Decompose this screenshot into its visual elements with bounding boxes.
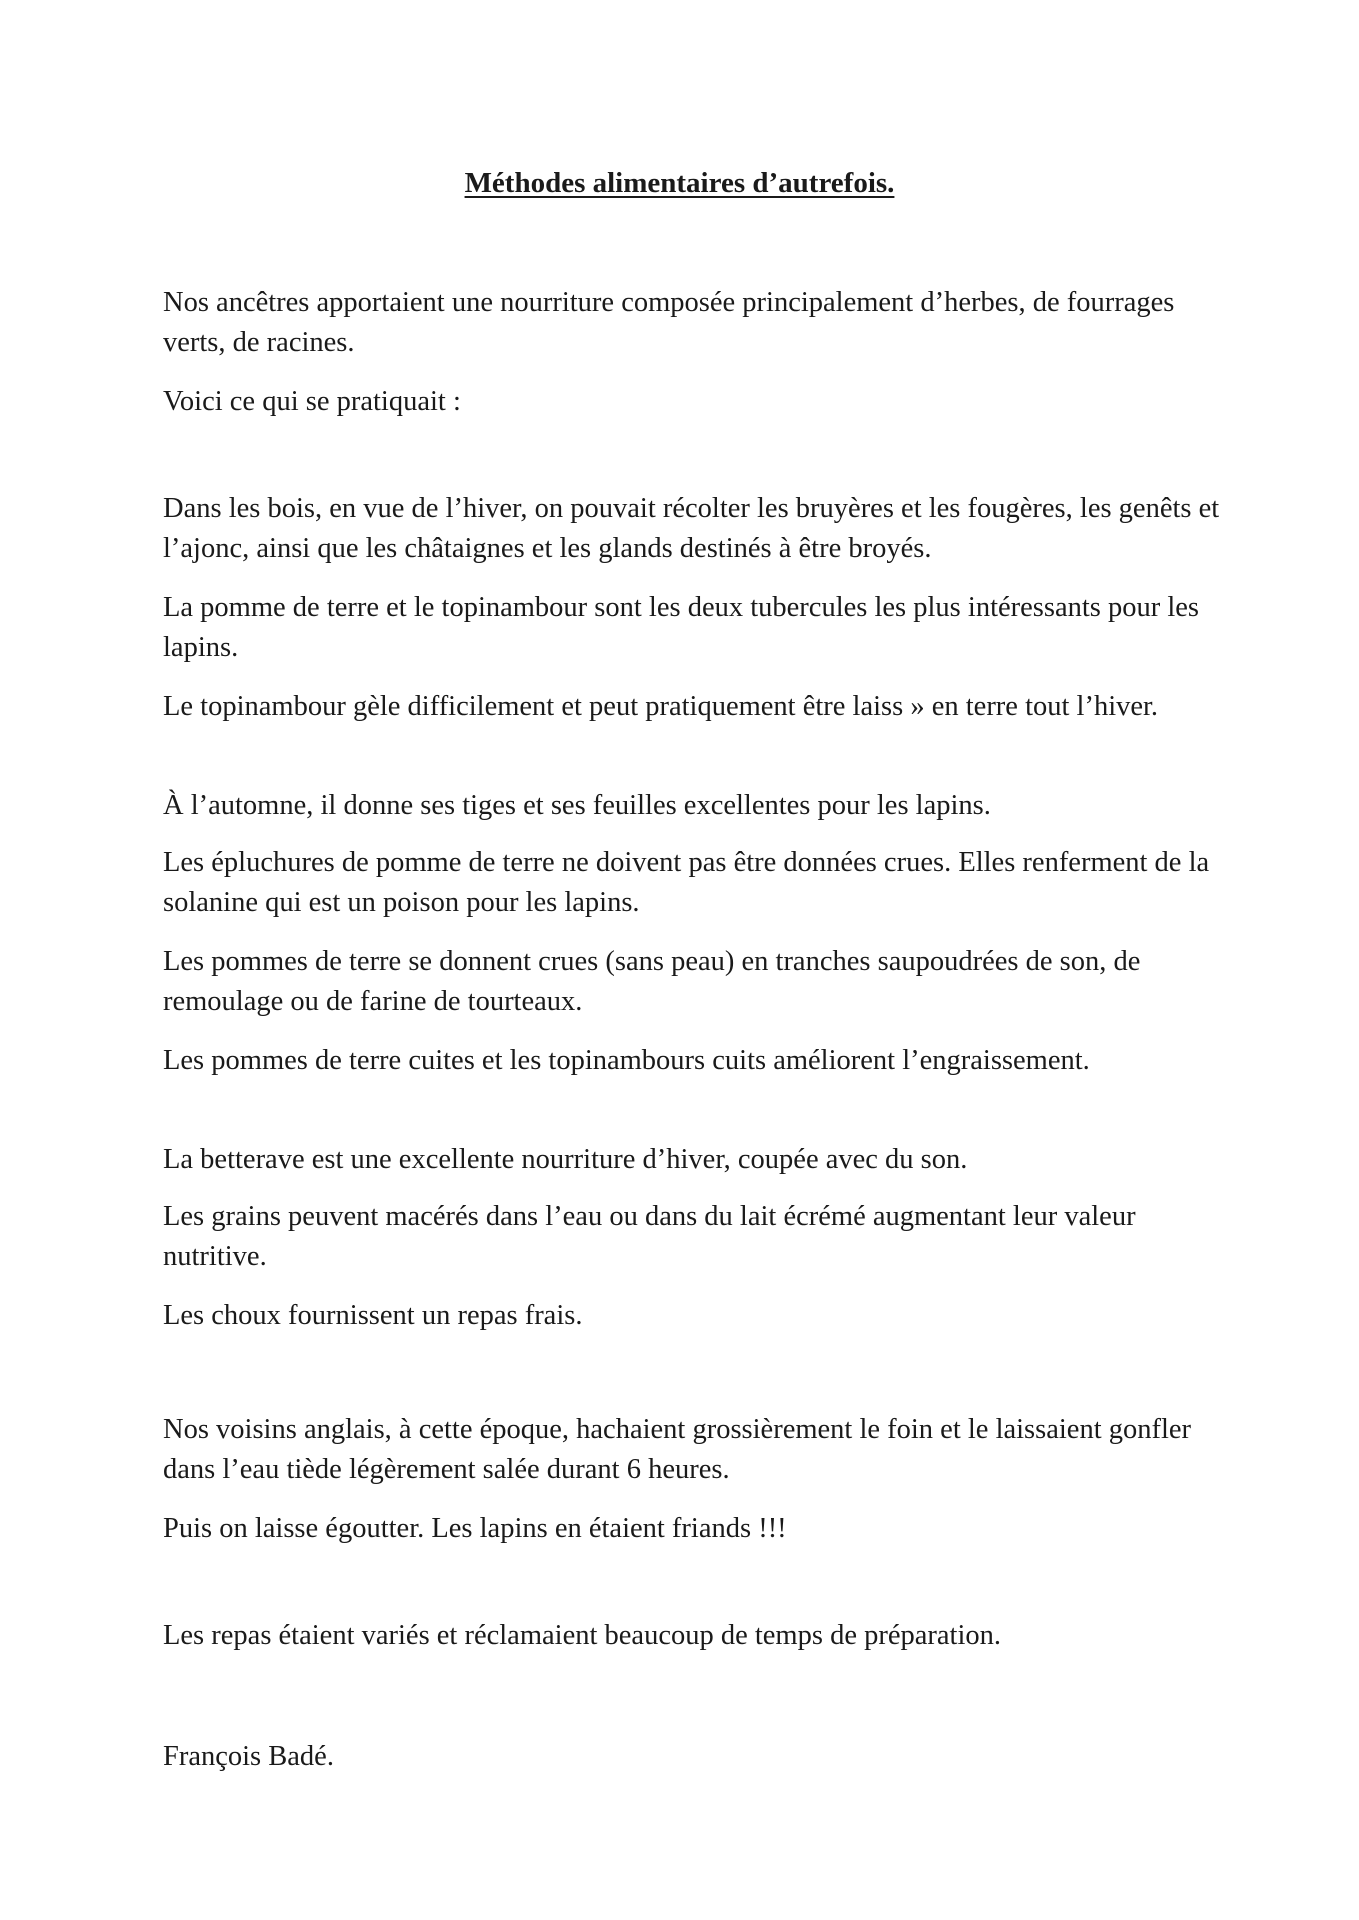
paragraph-pommes-cuites: Les pommes de terre cuites et les topinambours cuits améliorent l’engraissement. xyxy=(163,1045,1090,1076)
paragraph-tubercules: La pomme de terre et le topinambour sont les deux tubercules les plus intéressants pour les lapins. xyxy=(163,592,1200,663)
paragraph-automne: À l’automne, il donne ses tiges et ses feuilles excellentes pour les lapins. xyxy=(163,790,991,821)
paragraph-pommes-crues: Les pommes de terre se donnent crues (sans peau) en tranches saupoudrées de son, de remoulage ou de farine de tourteaux. xyxy=(163,946,1141,1017)
paragraph-anglais: Nos voisins anglais, à cette époque, hachaient grossièrement le foin et le laissaient gonfler dans l’eau tiède légèrement salée durant 6 heures. xyxy=(163,1414,1192,1485)
paragraph-topinambour: Le topinambour gèle difficilement et peut pratiquement être laiss » en terre tout l’hiver. xyxy=(163,691,1159,722)
paragraph-intro: Nos ancêtres apportaient une nourriture composée principalement d’herbes, de fourrages verts, de racines. xyxy=(163,287,1175,358)
document-title: Méthodes alimentaires d’autrefois. xyxy=(464,167,895,199)
paragraph-bois: Dans les bois, en vue de l’hiver, on pouvait récolter les bruyères et les fougères, les genêts et l’ajonc, ainsi que les châtaignes et les glands destinés à être broyés. xyxy=(163,493,1220,564)
paragraph-grains: Les grains peuvent macérés dans l’eau ou dans du lait écrémé augmentant leur valeur nutritive. xyxy=(163,1201,1136,1272)
paragraph-choux: Les choux fournissent un repas frais. xyxy=(163,1300,583,1331)
paragraph-repas: Les repas étaient variés et réclamaient beaucoup de temps de préparation. xyxy=(163,1620,1001,1651)
paragraph-epluchures: Les épluchures de pomme de terre ne doivent pas être données crues. Elles renferment de la solanine qui est un poison pour les lapins. xyxy=(163,847,1210,918)
signature: François Badé. xyxy=(163,1741,334,1772)
paragraph-egoutter: Puis on laisse égoutter. Les lapins en étaient friands !!! xyxy=(163,1513,787,1544)
paragraph-voici: Voici ce qui se pratiquait : xyxy=(163,386,461,417)
paragraph-betterave: La betterave est une excellente nourriture d’hiver, coupée avec du son. xyxy=(163,1144,968,1175)
